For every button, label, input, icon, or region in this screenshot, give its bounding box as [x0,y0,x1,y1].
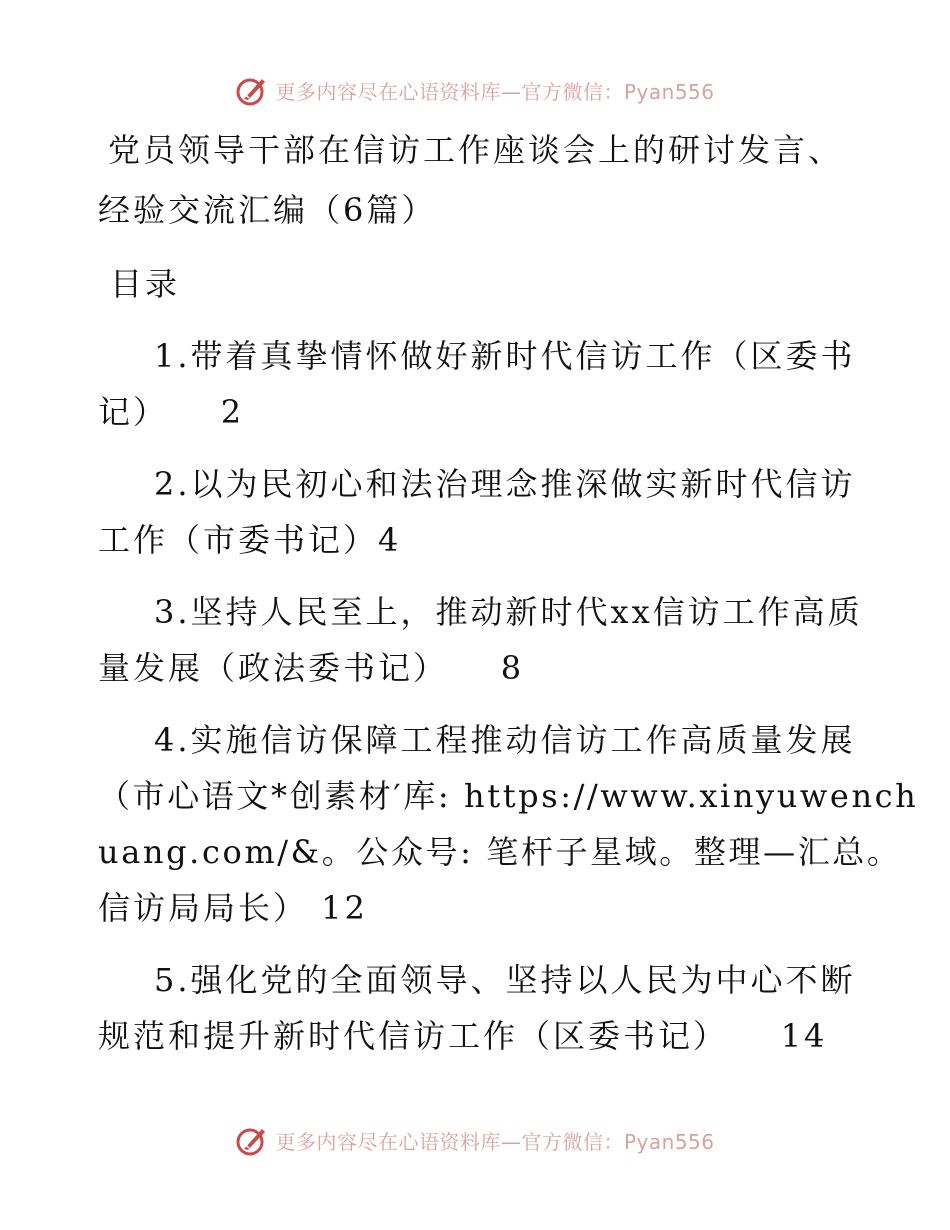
toc-item-line: 信访局局长） 12 [98,889,368,927]
watermark-text: 更多内容尽在心语资料库—官方微信： [275,1129,624,1154]
doc-title-line-1: 党员领导干部在信访工作座谈会上的研讨发言、 [108,131,844,169]
toc-item-line: uang.com/&。公众号: 笔杆子星域。整理—汇总。 [98,833,902,871]
watermark-wechat-id: Pyan556 [623,1129,715,1154]
doc-title-line-2: 经验交流汇编（6篇） [98,191,437,229]
watermark-wechat-id: Pyan556 [623,79,715,104]
toc-item-line: 规范和提升新时代信访工作（区委书记） 14 [98,1017,828,1055]
document-body [98,122,919,1064]
quill-logo-icon [235,1123,269,1157]
toc-item-line: 工作（市委书记）4 [98,521,402,559]
toc-item-1 [98,328,858,440]
watermark-banner-bottom [0,1120,950,1160]
toc-item-line: 5.强化党的全面领导、坚持以人民为中心不断 [154,961,856,999]
toc-heading: 目录 [110,265,181,303]
toc-item-line: 记） 2 [98,393,245,431]
toc-item-line: 3.坚持人民至上，推动新时代xx信访工作高质 [154,593,863,631]
toc-item-3 [98,584,863,696]
toc-item-5 [98,952,858,1064]
toc-item-line: （市心语文*创素材′库: https://www.xinyuwench [98,777,919,815]
toc-item-line: 2.以为民初心和法治理念推深做实新时代信访 [154,465,856,503]
watermark-banner-top [0,70,950,110]
toc-item-4 [98,712,919,936]
toc-item-line: 4.实施信访保障工程推动信访工作高质量发展 [154,721,856,759]
toc-item-line: 1.带着真挚情怀做好新时代信访工作（区委书 [154,337,856,375]
toc-item-line: 量发展（政法委书记） 8 [98,649,525,687]
toc-item-2 [98,456,858,568]
watermark-text: 更多内容尽在心语资料库—官方微信： [275,79,624,104]
quill-logo-icon [235,73,269,107]
